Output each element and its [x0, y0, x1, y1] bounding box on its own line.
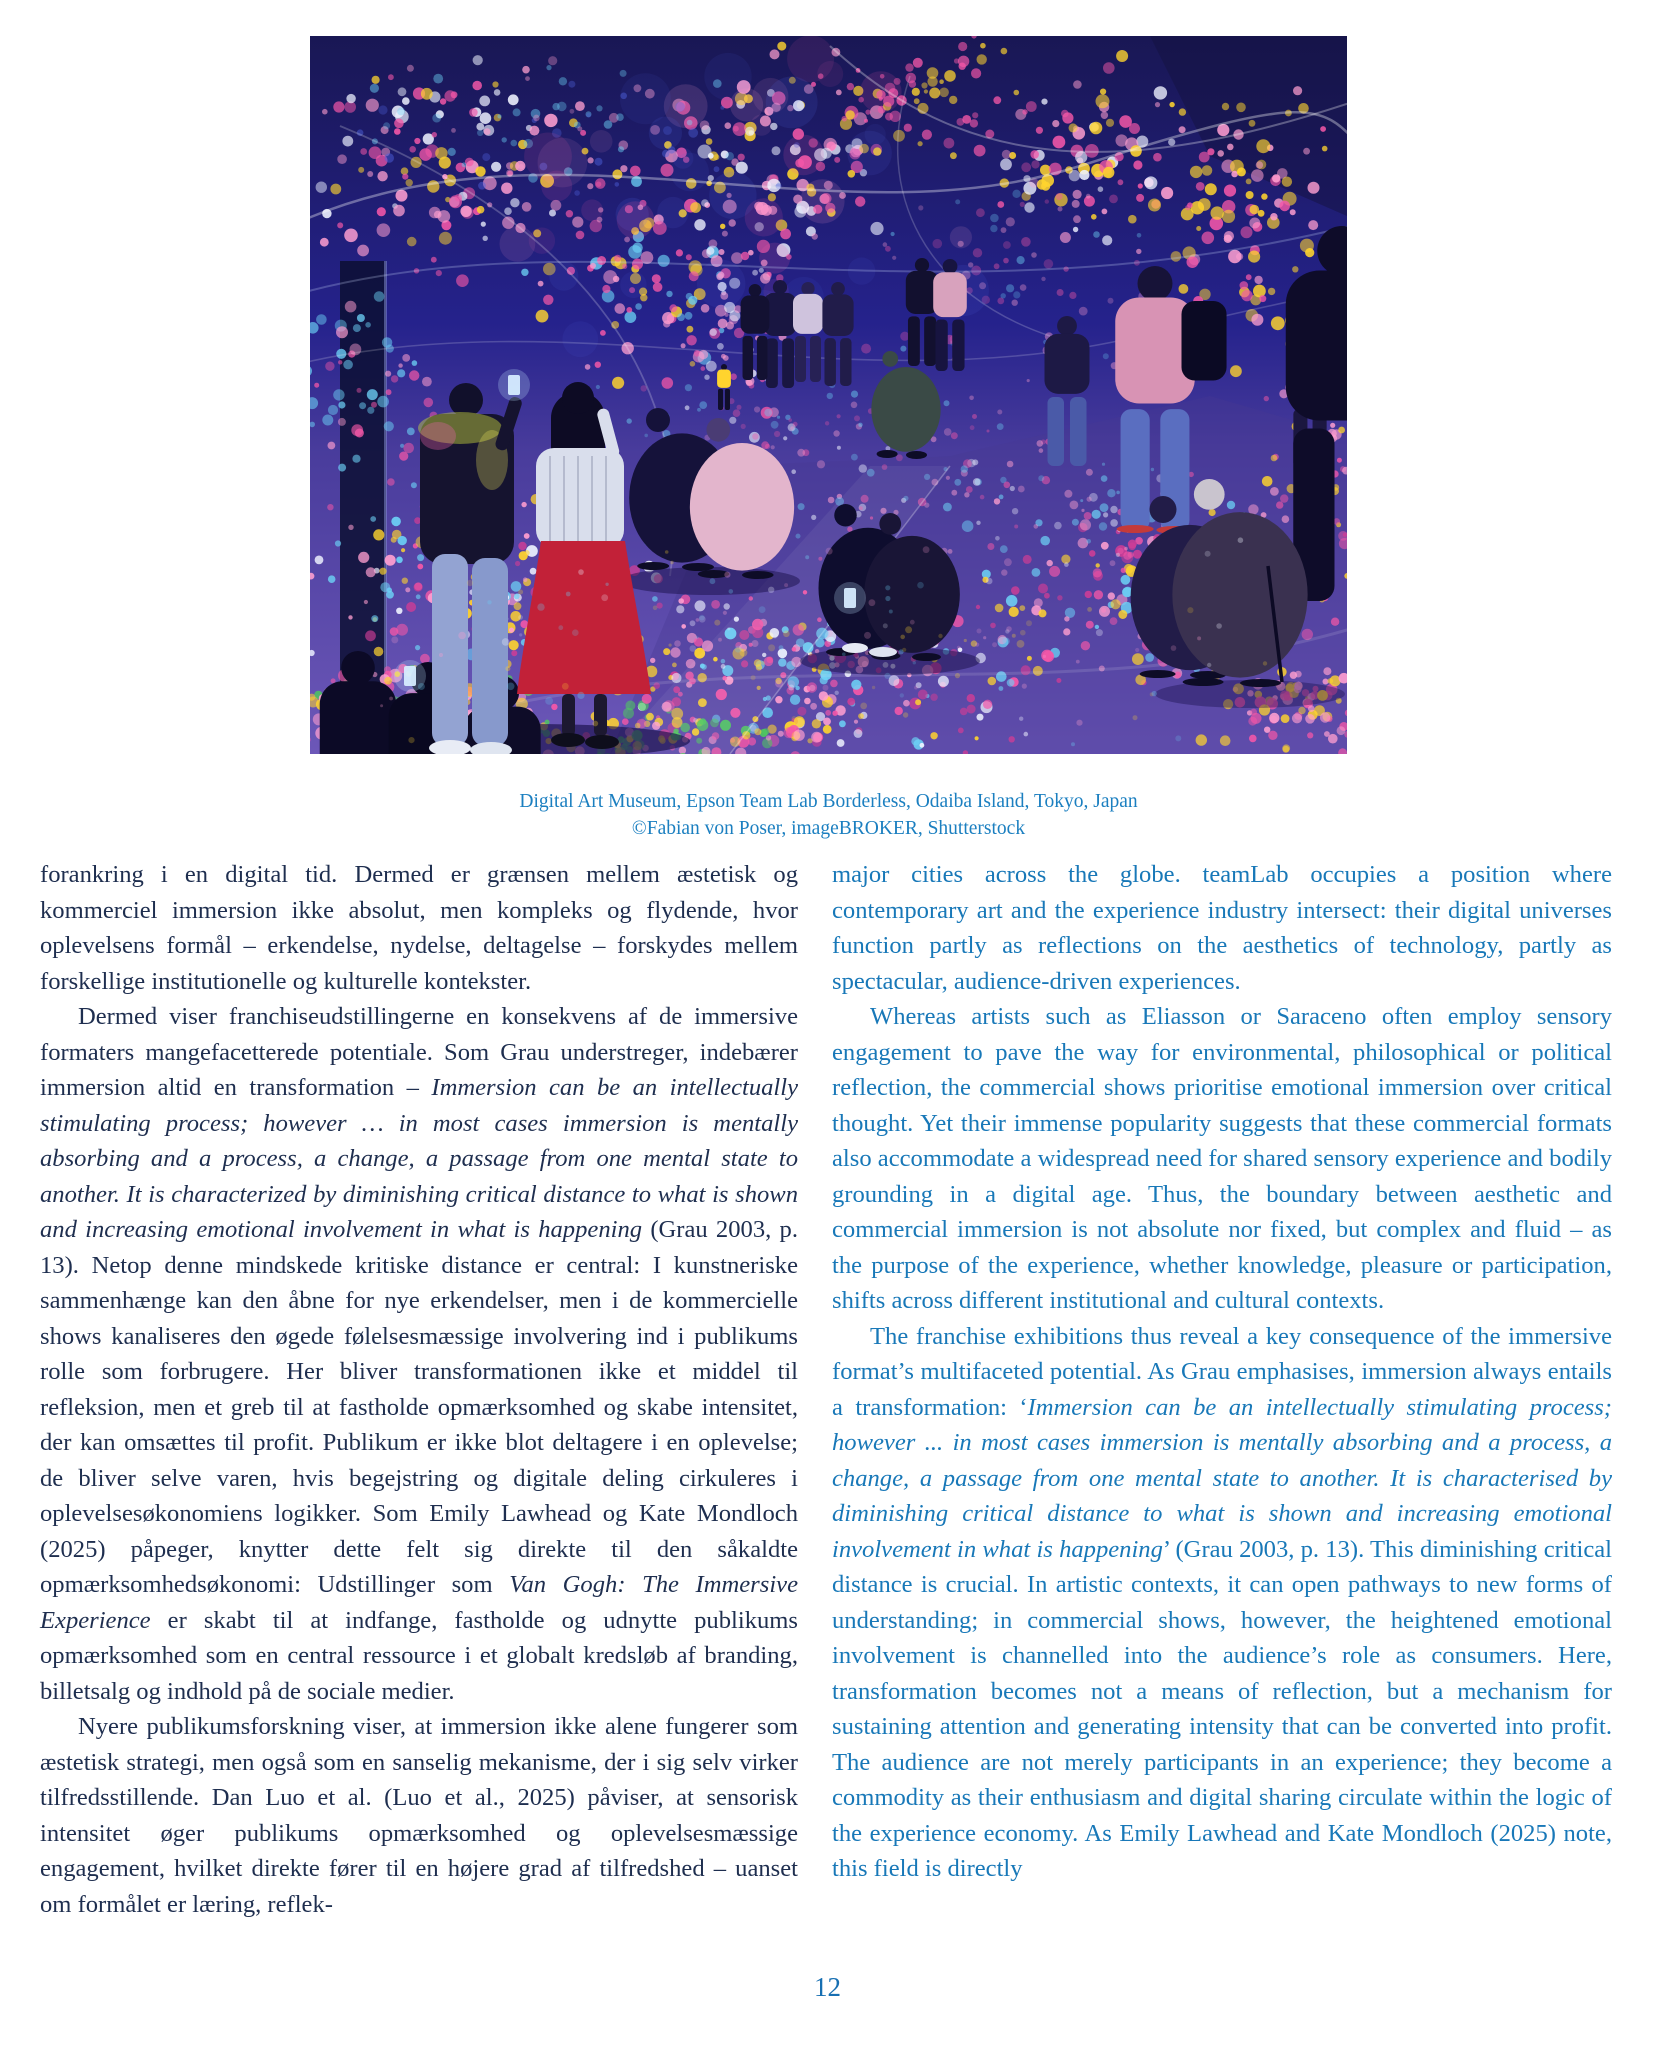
paragraph: Dermed viser franchiseudstillingerne en konsekvens af de immersive formaters mangefacetterede potentiale. Som Grau understreger, indebærer immersion altid en transformation – Immersion can be an intellectually stimulating process; however … in most cases immersion is mentally absorbing and a process, a change, a passage from one mental state to another. It is characterized by diminishing critical distance to what is shown and increasing emotional involvement in what is happening (Grau 2003, p. 13). Netop denne mindskede kritiske distance er central: I kunstneriske sammenhænge kan den åbne for nye erkendelser, men i de kommercielle shows kanaliseres den øgede følelsesmæssige involvering ind i publikums rolle som forbrugere. Her bliver transformationen ikke et middel til refleksion, men et greb til at fastholde opmærksomhed og skabe intensitet, der kan omsættes til profit. Publikum er ikke blot deltagere i en oplevelse; de bliver selve varen, hvis begejstring og digitale deling cirkuleres i oplevelsesøkonomiens logikker. Som Emily Lawhead og Kate Mondloch (2025) påpeger, knytter dette felt sig direkte til den såkaldte opmærksomhedsøkonomi: Udstillinger som Van Gogh: The Immersive Experience er skabt til at indfange, fastholde og udnytte publikums opmærksomhed som en central ressource i et globalt kredsløb af branding, billetsalg og indhold på de sociale medier.: [40, 1003, 798, 1705]
paragraph: The franchise exhibitions thus reveal a key consequence of the immersive format’s multifaceted potential. As Grau emphasises, immersion always entails a transformation: ‘Immersion can be an intellectually stimulating process; however ... in most cases immersion is mentally absorbing and a process, a change, a passage from one mental state to another. It is characterised by diminishing critical distance to what is shown and increasing emotional involvement in what is happening’ (Grau 2003, p. 13). This diminishing critical distance is crucial. In artistic contexts, it can open pathways to new forms of understanding; in commercial shows, however, the heightened emotional involvement is channelled into the audience’s role as consumers. Here, transformation becomes not a means of reflection, but a mechanism for sustaining attention and generating intensity that can be converted into profit. The audience are not merely participants in an experience; they become a commodity as their enthusiasm and digital sharing circulate within the logic of the experience economy. As Emily Lawhead and Kate Mondloch (2025) note, this field is directly: [832, 1322, 1612, 1882]
paragraph: forankring i en digital tid. Dermed er grænsen mellem æstetisk og kommerciel immersion ikke absolut, men kompleks og flydende, hvor oplevelsens formål – erkendelse, nydelse, deltagelse – forskydes mellem forskellige institutionelle og kulturelle kontekster.: [40, 861, 798, 995]
caption-line-2: ©Fabian von Poser, imageBROKER, Shutterstock: [631, 818, 1026, 839]
photo-teamlab-borderless: [310, 36, 1347, 754]
paragraph: major cities across the globe. teamLab occupies a position where contemporary art and the experience industry intersect: their digital universes function partly as reflections on the aesthetics of technology, partly as spectacular, audience-driven experiences.: [832, 861, 1612, 995]
paragraph: Nyere publikumsforskning viser, at immersion ikke alene fungerer som æstetisk strategi, men også som en sanselig mekanisme, der i sig selv virker tilfredsstillende. Dan Luo et al. (Luo et al., 2025) påviser, at sensorisk intensitet øger publikums opmærksomhed og oplevelsesmæssige engagement, hvilket direkte fører til en højere grad af tilfredshed – uanset om formålet er læring, reflek-: [40, 1713, 798, 1918]
column-english: [832, 857, 1612, 1887]
page-number: 12: [814, 1972, 841, 2002]
paragraph: Whereas artists such as Eliasson or Saraceno often employ sensory engagement to pave the way for environmental, philosophical or political reflection, the commercial shows prioritise emotional immersion over critical thought. Yet their immense popularity suggests that these commercial formats also accommodate a widespread need for shared sensory experience and bodily grounding in a digital age. Thus, the boundary between aesthetic and commercial immersion is not absolute nor fixed, but complex and fluid – as the purpose of the experience, whether knowledge, pleasure or participation, shifts across different institutional and cultural contexts.: [832, 1003, 1612, 1314]
caption-line-1: Digital Art Museum, Epson Team Lab Borderless, Odaiba Island, Tokyo, Japan: [519, 791, 1138, 812]
column-danish: [40, 857, 798, 1922]
figure-caption: [310, 788, 1347, 842]
